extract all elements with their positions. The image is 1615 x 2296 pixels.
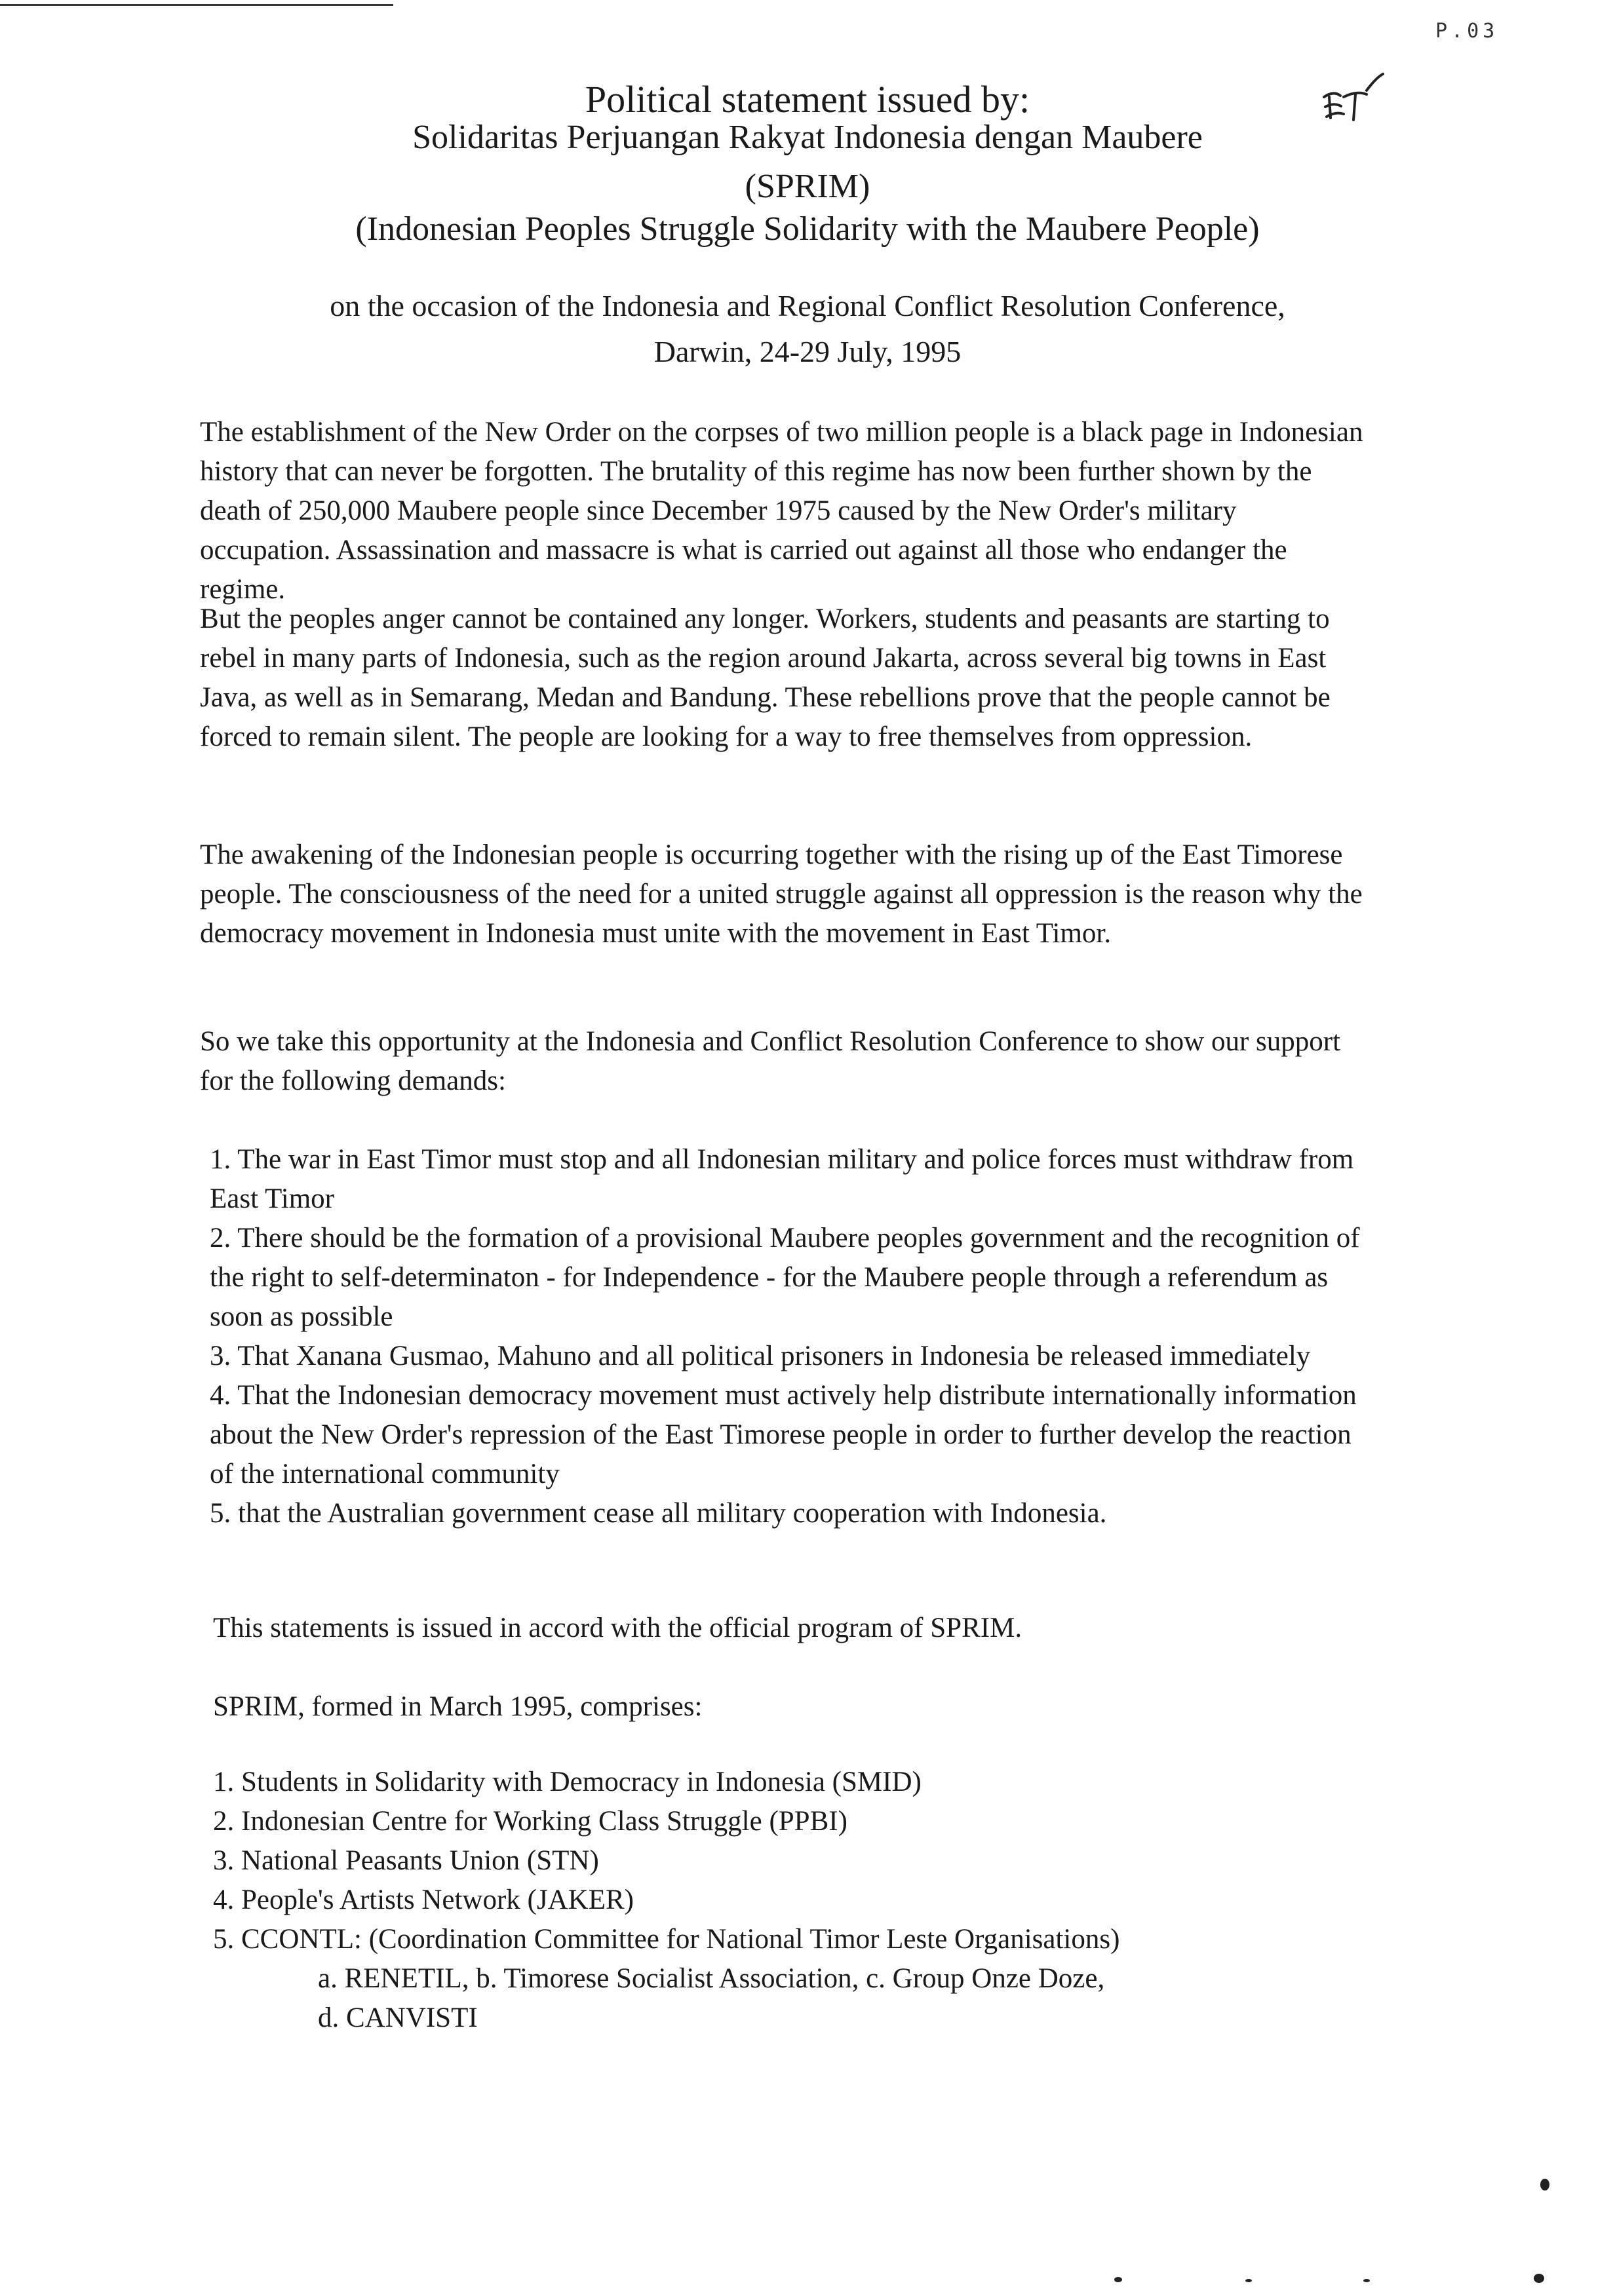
statement-note: This statements is issued in accord with the official program of SPRIM. — [213, 1613, 1022, 1643]
scan-speck — [1363, 2279, 1370, 2282]
scan-speck — [1534, 2274, 1544, 2283]
list-item: 5. CCONTL: (Coordination Committee for National Timor Leste Organisations) — [213, 1924, 1120, 1955]
list-item: 4. People's Artists Network (JAKER) — [213, 1885, 634, 1915]
occasion-line: on the occasion of the Indonesia and Regional Conflict Resolution Conference, — [330, 289, 1285, 322]
document-title: Political statement issued by: — [585, 78, 1030, 121]
list-item: 5. that the Australian government cease all military cooperation with Indonesia. — [210, 1498, 1107, 1529]
organisation-translation: (Indonesian Peoples Struggle Solidarity with the Maubere People) — [355, 210, 1260, 248]
list-item: 1. Students in Solidarity with Democracy in Indonesia (SMID) — [213, 1767, 922, 1797]
scan-speck — [1245, 2279, 1252, 2282]
paragraph-new-order: The establishment of the New Order on the corpses of two million people is a black page in Indonesian history that can never be forgotten. The brutality of this regime has now been further shown by the death of 250,000 Maubere people since December 1975 caused by the New Order's military occupation. Assassination and massacre is what is carried out against all those who endanger the regime. — [200, 417, 1363, 605]
top-scan-line — [0, 4, 393, 6]
paragraph-awakening: The awakening of the Indonesian people is occurring together with the rising up of the East Timorese people. The consciousness of the need for a united struggle against all oppression is the reason why the democracy movement in Indonesia must unite with the movement in East Timor. — [200, 839, 1363, 949]
organisation-acronym: (SPRIM) — [745, 168, 870, 205]
page-number: P.03 — [1435, 20, 1499, 43]
scan-speck — [1114, 2277, 1122, 2282]
ccontl-members-line-1: a. RENETIL, b. Timorese Socialist Association, c. Group Onze Doze, — [318, 1963, 1105, 1994]
paragraph-peoples-anger: But the peoples anger cannot be contained any longer. Workers, students and peasants are starting to rebel in many parts of Indonesia, such as the region around Jakarta, across several big towns in East Java, as well as in Semarang, Medan and Bandung. These rebellions prove that the people cannot be forced to remain silent. The people are looking for a way to free themselves from oppression. — [200, 603, 1331, 752]
list-item: 3. National Peasants Union (STN) — [213, 1845, 599, 1876]
list-item: 2. Indonesian Centre for Working Class Struggle (PPBI) — [213, 1806, 847, 1837]
organisation-name: Solidaritas Perjuangan Rakyat Indonesia dengan Maubere — [412, 119, 1203, 156]
list-item: 4. That the Indonesian democracy movement must actively help distribute internationally information about the New Order's repression of the East Timorese people in order to further develop the reaction of the international community — [210, 1380, 1357, 1489]
scan-speck — [1540, 2179, 1549, 2191]
list-item: 1. The war in East Timor must stop and all Indonesian military and police forces must withdraw from East Timor — [210, 1144, 1354, 1214]
ccontl-members-line-2: d. CANVISTI — [318, 2002, 478, 2033]
list-item: 2. There should be the formation of a provisional Maubere peoples government and the recognition of the right to self-determinaton - for Independence - for the Maubere people through a referendum as soon as possible — [210, 1223, 1360, 1332]
occasion-date: Darwin, 24-29 July, 1995 — [653, 335, 962, 368]
demands-list — [210, 1140, 1376, 1533]
paragraph-opportunity: So we take this opportunity at the Indonesia and Conflict Resolution Conference to show our support for the following demands: — [200, 1026, 1341, 1096]
formed-note: SPRIM, formed in March 1995, comprises: — [213, 1691, 703, 1722]
list-item: 3. That Xanana Gusmao, Mahuno and all political prisoners in Indonesia be released immediately — [210, 1341, 1311, 1371]
members-list — [213, 1763, 1380, 1959]
